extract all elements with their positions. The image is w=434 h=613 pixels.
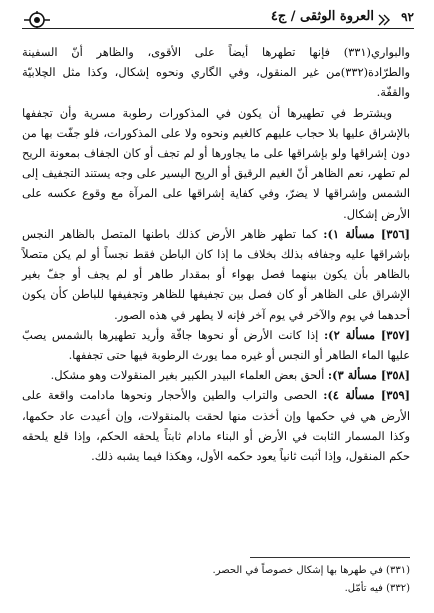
paragraph-4 (22, 325, 410, 365)
footnote-331: (٣٣١) في طهرها بها إشكال خصوصاً في الحصر. (212, 565, 410, 576)
paragraph-5 (22, 365, 410, 385)
issue-text-359: الحصى والتراب والطين والأحجار ونحوها مادامت واقعة على الأرض هي في حكمها وإن أخذت منها لحقت بالمنقولات، وإن أعيدت عاد حكمها، وكذا المسمار الثابت في الأرض أو البناء مادام ثابتاً يلحقه الحكم، وإذا قلع يلحقه حكم المنقول، وإذا أثبت ثانياً يعود حكمه الأول، وهكذا فيما يشبه ذلك. (22, 388, 410, 464)
issue-label-356: [٣٥٦] مسألة ١): (323, 226, 411, 241)
footnote-separator (250, 557, 410, 558)
issue-text-357: إذا كانت الأرض أو نحوها جافّة وأريد تطهيرها بالشمس يصبّ عليها الماء الطاهر أو النجس أو غيره مما يورث الرطوبة فيها حتى تجففها. (22, 327, 410, 363)
paragraph-1: والبواري(٣٣١) فإنها تطهرها أيضاً على الأقوى، والظاهر أنّ السفينة والطرّادة(٣٣٢)من غير المنقول، وفي الگاري ونحوه إشكال، وكذا مثل الچلابيّة والقفّة. (22, 45, 410, 100)
issue-label-359: [٣٥٩] مسألة ٤): (323, 388, 410, 403)
paragraph-3 (22, 224, 410, 325)
page-header (22, 10, 414, 34)
page-number: ٩٢ (401, 10, 414, 24)
issue-text-358: ألحق بعض العلماء البيدر الكبير بغير المنقولات وهو مشكل. (50, 368, 325, 383)
main-text (22, 42, 410, 466)
issue-label-357: [٣٥٧] مسألة ٢): (323, 327, 410, 342)
issue-label-358: [٣٥٨] مسألة ٣): (327, 368, 410, 383)
running-title: العروة الوثقى / ج٤ (270, 9, 374, 24)
header-rule (22, 28, 414, 29)
paragraph-2: ويشترط في تطهيرها أن يكون في المذكورات رطوبة مسرية وأن تجففها بالإشراق عليها بلا حجاب عليهم كالغيم ونحوه ولا على المذكورات، فلو جفّت بها من دون إشراقها ولو بإشراقها على ما يجاورها أو لم تجف أو كان الجفاف بمعونة الريح لم تطهر، نعم الظاهر أنّ الغيم الرقيق أو الريح اليسير على وجه يستند التجفيف إلى الشمس وإشراقها لا يضرّ، وفي كفاية إشراقها على المرآة مع وقوع عكسه على الأرض إشكال. (22, 105, 410, 221)
footnote-332: (٣٣٢) فيه تأمّل. (344, 583, 410, 594)
header-bracket-icon (376, 12, 392, 28)
header-ornament-icon (22, 10, 52, 30)
paragraph-6 (22, 385, 410, 466)
footnotes (22, 562, 410, 598)
issue-text-356: كما تطهر ظاهر الأرض كذلك باطنها المتصل بالظاهر النجس بإشراقها عليه وجفافه بذلك بخلاف ما إذا كان الباطن فقط نجساً أو لم يكن متصلاً بالظاهر بأن يكون بينهما فصل بهواء أو بمقدار طاهر أو لم يجف أو جفّ بغير الإشراق على الظاهر أو كان فصل بين تجفيفها للظاهر وتجفيفها للباطن كأن يكون أحدهما في يوم والآخر في يوم آخر فإنه لا يطهر في هذه الصور. (22, 226, 410, 322)
